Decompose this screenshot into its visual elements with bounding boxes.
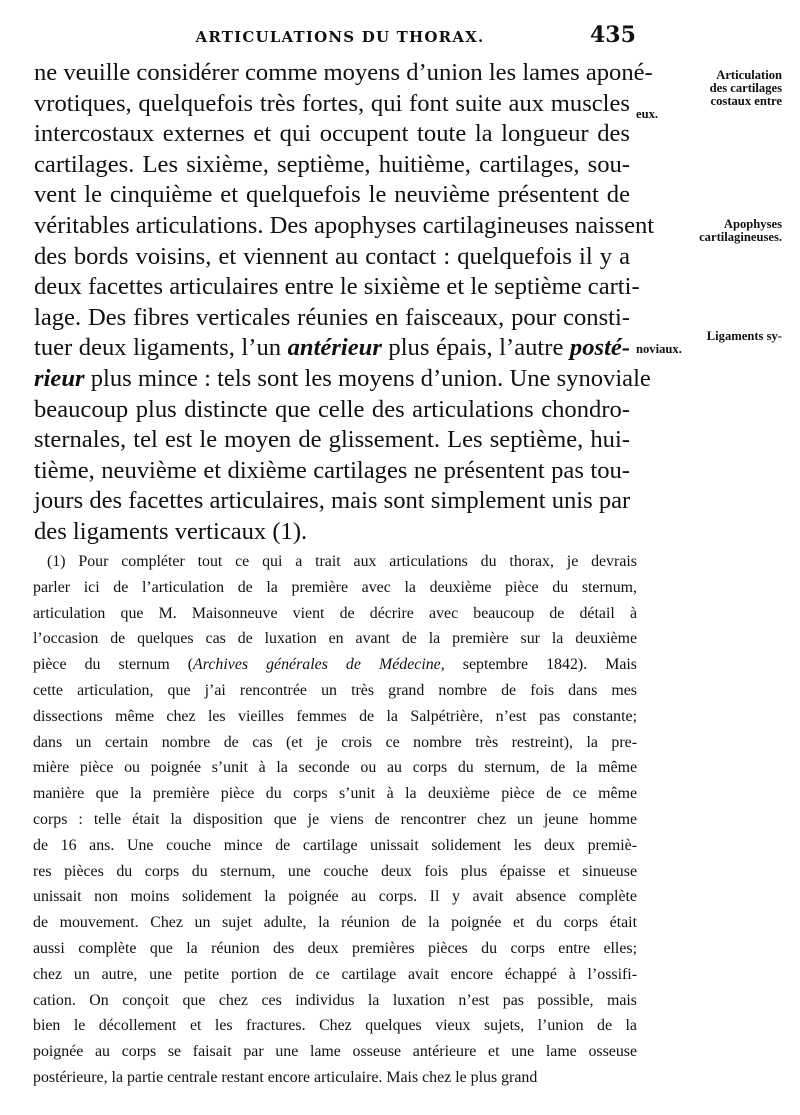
text-line: vrotiques, quelquefois très fortes, qui font suite aux muscles [34, 89, 630, 117]
journal-title: Archives générales de Médecine [193, 656, 441, 674]
footnote-line: de 16 ans. Une couche mince de cartilage unissait solidement les deux premiè- [33, 836, 637, 854]
margin-line: Ligaments sy- [706, 329, 782, 343]
italic-term-rieur: rieur [34, 364, 85, 392]
text-line: lage. Des fibres verticales réunies en faisceaux, pour consti- [34, 303, 630, 331]
text-line: sternales, tel est le moyen de glissement. Les septième, hui- [34, 426, 630, 454]
footnote-line: l’occasion de quelques cas de luxation en avant de la première sur la deuxième [33, 630, 637, 648]
footnote-line: parler ici de l’articulation de la première avec la deuxième pièce du sternum, [33, 578, 637, 596]
margin-line: eux. [636, 107, 659, 121]
margin-line: Apophyses [723, 217, 782, 231]
margin-line: des cartilages [709, 81, 782, 95]
text-line [34, 333, 630, 364]
margin-note-ligaments [636, 330, 782, 356]
text-segment: pièce du sternum ( [33, 656, 194, 674]
text-segment: plus mince : tels sont les moyens d’union. Une synoviale [84, 364, 651, 392]
footnote-line: unissait non moins solidement la poignée au corps. Il y avait absence complète [33, 888, 637, 906]
footnote-line: dissections même chez les vieilles femmes de la Salpétrière, n’est pas constante; [33, 707, 637, 725]
footnote-line: bien le décollement et les fractures. Chez quelques vieux sujets, l’union de la [33, 1017, 637, 1035]
margin-line: Articulation [716, 68, 782, 82]
text-line: jours des facettes articulaires, mais sont simplement unis par [34, 487, 631, 515]
footnote-line: manière que la première pièce du corps s’unit à la deuxième pièce de ce même [33, 785, 637, 803]
text-line: beaucoup plus distincte que celle des articulations chondro- [34, 395, 630, 423]
italic-term-posterieur: posté- [569, 334, 631, 362]
text-line: des ligaments verticaux (1). [34, 517, 308, 545]
footnote-line: cette articulation, que j’ai rencontrée un très grand nombre de fois dans mes [33, 681, 637, 699]
text-line: véritables articulations. Des apophyses cartilagineuses naissent [34, 211, 655, 239]
page-number: 435 [590, 22, 636, 48]
footnote-line: cation. On conçoit que chez ces individus la luxation n’est pas possible, mais [33, 991, 637, 1009]
text-line: deux facettes articulaires entre le sixième et le septième carti- [34, 273, 640, 301]
margin-line: costaux entre [710, 94, 782, 108]
footnote-line [33, 652, 637, 678]
footnote-line: corps : telle était la disposition que je viens de rencontrer chez un jeune homme [33, 810, 637, 828]
footnote-line: de mouvement. Chez un sujet adulte, la réunion de la poignée et du corps était [33, 914, 637, 932]
italic-term-anterieur: antérieur [287, 334, 382, 362]
text-line: vent le cinquième et quelquefois le neuvième présentent de [34, 181, 630, 209]
footnote-line: res pièces du corps du sternum, une couche deux fois plus épaisse et sinueuse [33, 862, 637, 880]
footnote-line: postérieure, la partie centrale restant encore articulaire. Mais chez le plus grand [33, 1068, 538, 1086]
footnote-line: poignée au corps se faisait par une lame osseuse antérieure et une lame osseuse [33, 1043, 637, 1061]
footnote [33, 549, 637, 1091]
text-segment: , septembre 1842). Mais [440, 656, 637, 674]
margin-line: cartilagineuses. [699, 230, 782, 244]
text-line: intercostaux externes et qui occupent toute la longueur des [34, 120, 630, 148]
margin-line: noviaux. [636, 342, 682, 356]
footnote-line: mière pièce ou poignée s’unit à la seconde ou au corps du sternum, de la même [33, 759, 637, 777]
margin-note-apophyses [636, 218, 782, 244]
footnote-line: dans un certain nombre de cas (et je crois ce nombre très restreint), la pre- [33, 733, 637, 751]
text-segment: tuer deux ligaments, l’un [34, 334, 288, 362]
footnote-line: (1) Pour compléter tout ce qui a trait aux articulations du thorax, je devrais [47, 553, 637, 570]
footnote-line: articulation que M. Maisonneuve vient de décrire avec beaucoup de détail à [33, 604, 637, 622]
main-text [34, 58, 655, 548]
text-line [34, 364, 651, 395]
text-line: cartilages. Les sixième, septième, huitième, cartilages, sou- [34, 150, 630, 178]
running-title: ARTICULATIONS DU THORAX. [195, 28, 485, 46]
text-line: des bords voisins, et viennent au contact : quelquefois il y a [34, 242, 630, 270]
text-line: tième, neuvième et dixième cartilages ne présentent pas tou- [34, 456, 630, 484]
footnote-line: aussi complète que la réunion des deux premières pièces du corps entre elles; [33, 939, 637, 957]
footnote-line: chez un autre, une petite portion de ce cartilage avait encore échappé à l’ossifi- [33, 965, 637, 983]
text-line: ne veuille considérer comme moyens d’union les lames aponé- [34, 59, 653, 86]
text-segment: plus épais, l’autre [381, 334, 570, 362]
margin-note-articulation [636, 69, 782, 121]
